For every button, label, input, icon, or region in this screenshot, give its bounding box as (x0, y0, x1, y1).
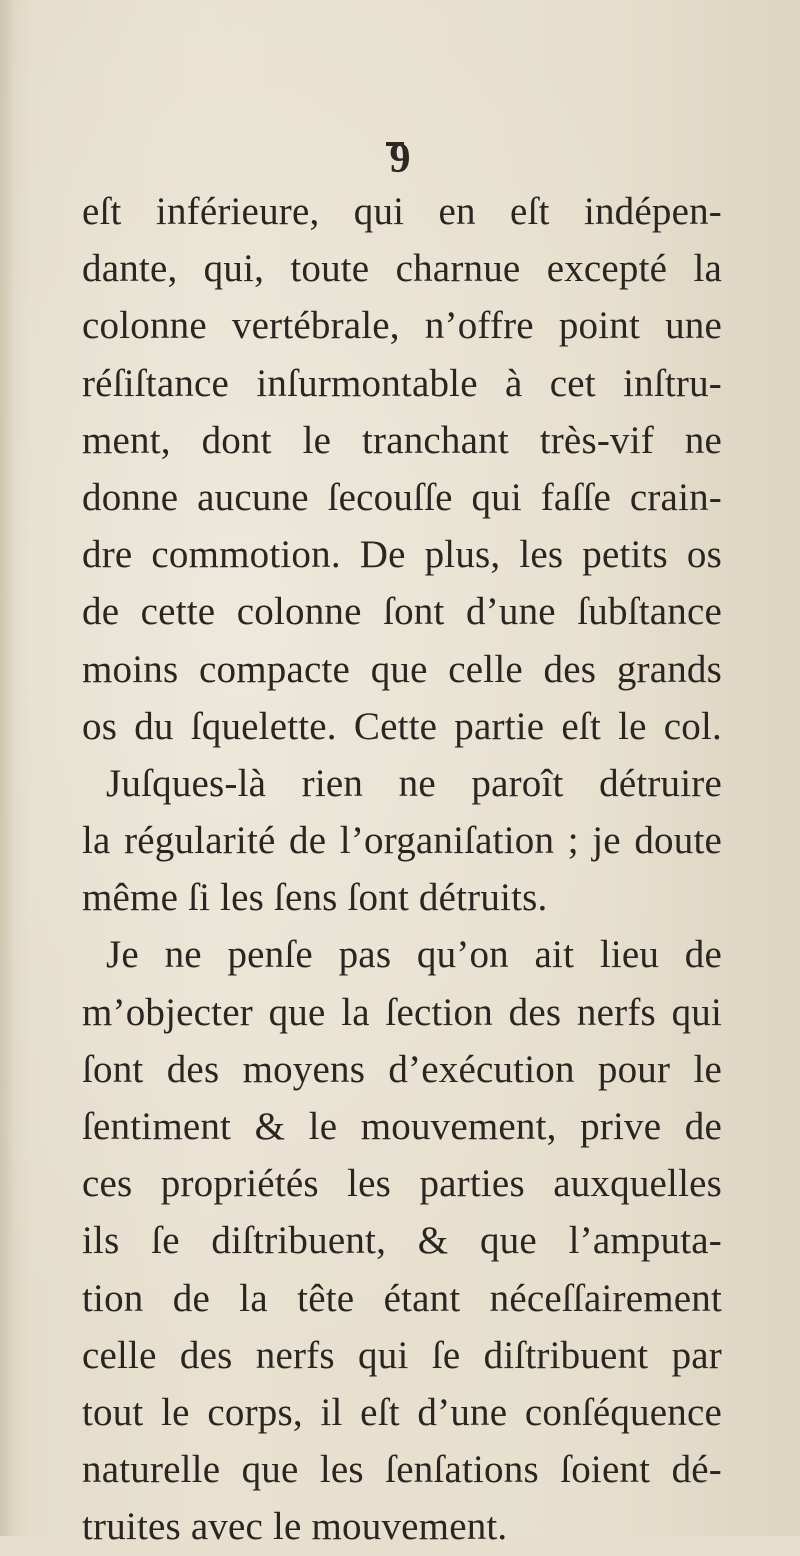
text-line: ces propriétés les parties auxquelles (82, 1162, 722, 1206)
text-line: ils ſe diſtribuent, & que l’amputa- (82, 1219, 722, 1263)
text-line: os du ſquelette. Cette partie eſt le col. (82, 704, 722, 748)
text-line: naturelle que les ſenſations ſoient dé- (82, 1448, 722, 1492)
text-line: celle des nerfs qui ſe diſtribuent par (82, 1333, 722, 1377)
text-line: Juſques-là rien ne paroît détruire (106, 761, 722, 805)
text-line: ſentiment & le mouvement, prive de (82, 1105, 722, 1148)
text-line: m’objecter que la ſection des nerfs qui (82, 990, 722, 1034)
text-line: truites avec le mouvement. (82, 1505, 508, 1549)
text-line: tion de la tête étant néceſſairement (82, 1276, 722, 1320)
page-number: 9 (389, 136, 411, 182)
body-text (82, 183, 722, 1556)
text-line: ment, dont le tranchant très-vif ne (82, 418, 722, 462)
text-line: donne aucune ſecouſſe qui faſſe crain- (82, 475, 722, 519)
page-gutter-shadow (0, 0, 14, 1536)
text-line: dante, qui, toute charnue excepté la (82, 247, 722, 291)
text-line: Je ne penſe pas qu’on ait lieu de (106, 933, 722, 977)
text-line: réſiſtance inſurmontable à cet inſtru- (82, 361, 722, 405)
text-line: tout le corps, il eſt d’une conſéquence (82, 1390, 722, 1434)
text-line: eſt inférieure, qui en eſt indépen- (82, 190, 722, 233)
text-line: ſont des moyens d’exécution pour le (82, 1047, 722, 1091)
text-line: moins compacte que celle des grands (82, 647, 722, 691)
text-line: colonne vertébrale, n’offre point une (82, 304, 722, 348)
text-line: dre commotion. De plus, les petits os (82, 533, 722, 577)
text-line: de cette colonne ſont d’une ſubſtance (82, 590, 722, 634)
text-line: même ſi les ſens ſont détruits. (82, 876, 548, 920)
text-line: la régularité de l’organiſation ; je doute (82, 819, 722, 863)
